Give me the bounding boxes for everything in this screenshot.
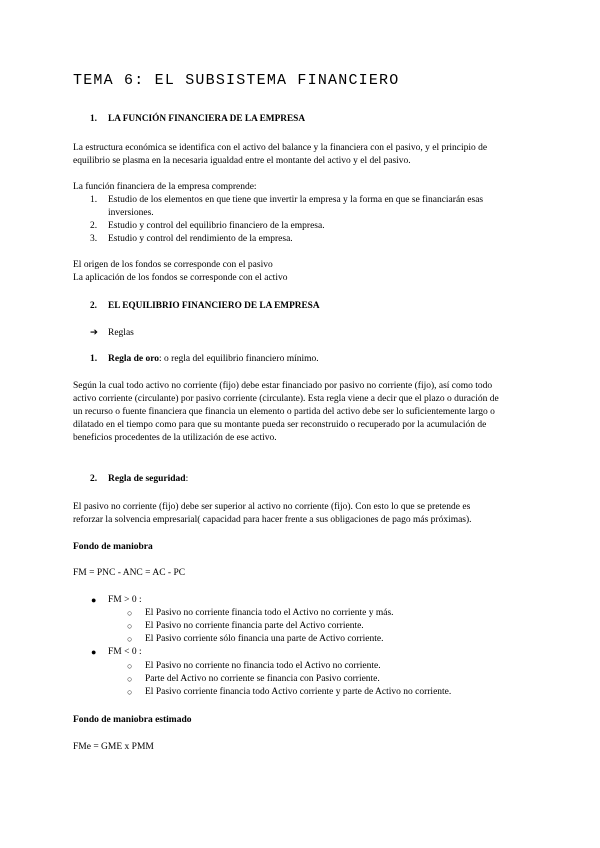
function-list-item-cont: inversiones. — [108, 208, 154, 218]
intro-line: La estructura económica se identifica con el activo del balance y la financiera con el pasivo, y el principio de — [73, 143, 488, 153]
function-intro: La función financiera de la empresa comprende: — [73, 182, 257, 192]
golden-rule-text: beneficios procedentes de la utilización de ese activo. — [73, 433, 277, 443]
golden-rule-name: Regla de oro — [108, 354, 160, 364]
circle-bullet-icon: ○ — [127, 674, 133, 684]
origin-line: La aplicación de los fondos se corresponde con el activo — [73, 273, 288, 283]
case-item: El Pasivo no corriente no financia todo el Activo no corriente. — [145, 661, 381, 671]
function-list-number: 3. — [90, 234, 98, 244]
golden-rule-desc: : o regla del equilibrio financiero mínimo. — [159, 354, 319, 364]
golden-rule-text: dilatado en el tiempo como para que su montante pueda ser reconstruido o recuperado por la acumulación de — [73, 420, 487, 430]
bullet-icon: ● — [91, 647, 97, 657]
working-capital-formula: FM = PNC - ANC = AC - PC — [73, 568, 186, 578]
security-rule-number: 2. — [90, 474, 98, 484]
case-label: FM > 0 : — [108, 595, 142, 605]
function-list-number: 2. — [90, 221, 98, 231]
security-rule-text: reforzar la solvencia empresarial( capacidad para hacer frente a sus obligaciones de pago más próximas). — [73, 515, 472, 525]
security-rule-suffix: : — [185, 474, 189, 484]
security-rule-title — [108, 473, 188, 486]
golden-rule-text: activo corriente (circulante) por pasivo corriente (circulante). Esta regla viene a decir que el plazo o duración de — [73, 394, 499, 404]
case-item: El Pasivo corriente sólo financia una parte de Activo corriente. — [145, 634, 384, 644]
case-label: FM < 0 : — [108, 647, 142, 657]
origin-line: El origen de los fondos se corresponde con el pasivo — [73, 260, 273, 270]
security-rule-name: Regla de seguridad — [108, 474, 186, 484]
circle-bullet-icon: ○ — [127, 621, 133, 631]
function-list-item: Estudio de los elementos en que tiene que invertir la empresa y la forma en que se financiarán esas — [108, 195, 484, 205]
case-item: El Pasivo no corriente financia parte del Activo corriente. — [145, 621, 364, 631]
circle-bullet-icon: ○ — [127, 661, 133, 671]
golden-rule-number: 1. — [90, 354, 98, 364]
case-item: Parte del Activo no corriente se financia con Pasivo corriente. — [145, 674, 380, 684]
function-list-item: Estudio y control del equilibrio financiero de la empresa. — [108, 221, 325, 231]
estimated-formula: FMe = GME x PMM — [73, 742, 154, 752]
page-title: TEMA 6: EL SUBSISTEMA FINANCIERO — [73, 72, 400, 89]
case-item: El Pasivo no corriente financia todo el Activo no corriente y más. — [145, 608, 394, 618]
estimated-heading: Fondo de maniobra estimado — [73, 715, 192, 725]
circle-bullet-icon: ○ — [127, 608, 133, 618]
section-1-heading: LA FUNCIÓN FINANCIERA DE LA EMPRESA — [108, 114, 306, 124]
circle-bullet-icon: ○ — [127, 687, 133, 697]
intro-line: equilibrio se plasma en la necesaria igualdad entre el montante del activo y el del pasivo. — [73, 156, 411, 166]
function-list-item: Estudio y control del rendimiento de la empresa. — [108, 234, 293, 244]
function-list-number: 1. — [90, 195, 98, 205]
golden-rule-text: Según la cual todo activo no corriente (fijo) debe estar financiado por pasivo no corriente (fijo), así como todo — [73, 381, 493, 391]
circle-bullet-icon: ○ — [127, 634, 133, 644]
bullet-icon: ● — [91, 595, 97, 605]
security-rule-text: El pasivo no corriente (fijo) debe ser superior al activo no corriente (fijo). Con esto lo que se pretende es — [73, 502, 471, 512]
section-2-number: 2. — [90, 301, 97, 311]
golden-rule-title — [108, 353, 319, 366]
section-1-number: 1. — [90, 114, 97, 124]
rules-label: Reglas — [108, 328, 134, 338]
working-capital-heading: Fondo de maniobra — [73, 542, 153, 552]
arrow-icon: ➔ — [90, 328, 98, 338]
case-item: El Pasivo corriente financia todo Activo corriente y parte de Activo no corriente. — [145, 687, 452, 697]
section-2-heading: EL EQUILIBRIO FINANCIERO DE LA EMPRESA — [108, 301, 320, 311]
golden-rule-text: un recurso o fuente financiera que financia un elemento o partida del activo debe ser lo suficientemente largo o — [73, 407, 495, 417]
